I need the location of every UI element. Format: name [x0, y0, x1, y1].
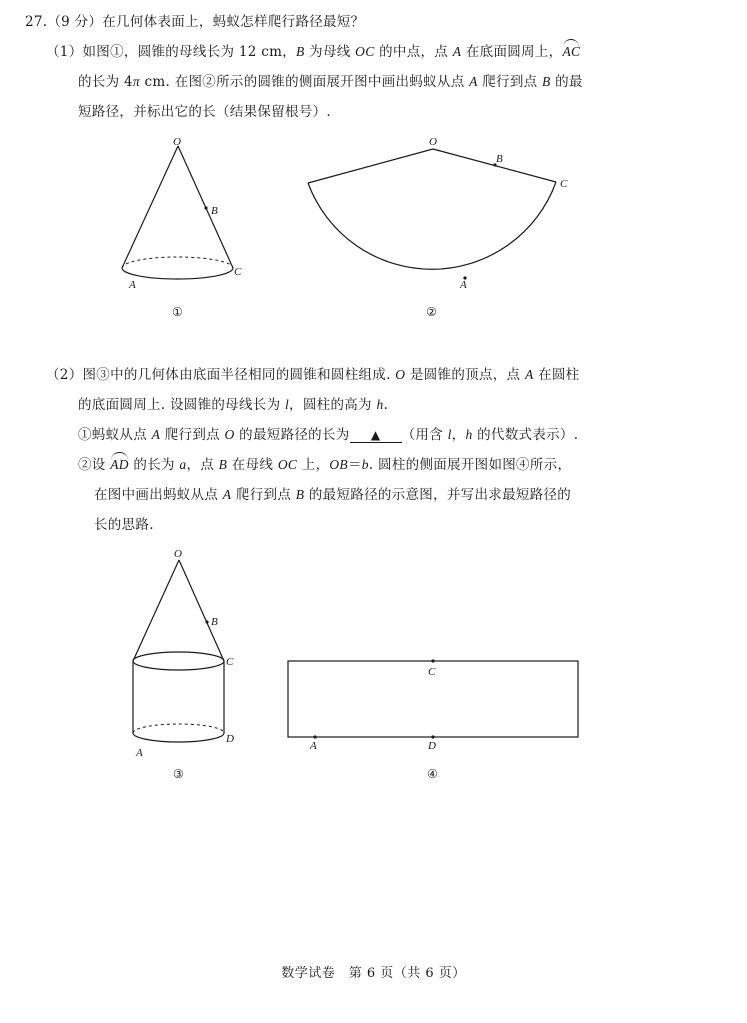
cylinder-top-ellipse — [133, 652, 224, 670]
part2-question2: ②设 AD 的长为 a，点 B 在母线 OC 上，OB＝b. 圆柱的侧面展开图如图④所示， — [78, 457, 572, 473]
part2-line1: （2）图③中的几何体由底面半径相同的圆锥和圆柱组成. O 是圆锥的顶点，点 A 在圆柱 — [46, 367, 580, 383]
point-b-dot — [204, 206, 207, 209]
figure-1-cone — [110, 130, 260, 330]
label-a: A — [310, 740, 317, 752]
figure-3-caption: ③ — [173, 767, 184, 781]
cone-base-back — [122, 257, 233, 268]
part1-line3: 短路径，并标出它的长（结果保留根号）. — [78, 104, 331, 120]
sector-left-radius — [308, 149, 433, 183]
figure-2-sector — [300, 130, 580, 330]
label-d: D — [226, 733, 234, 745]
cylinder-bottom-front — [133, 733, 224, 742]
page-footer: 数学试卷 第 6 页（共 6 页） — [281, 966, 466, 981]
label-c: C — [226, 656, 234, 668]
label-b: B — [211, 616, 218, 628]
figure-4-caption: ④ — [427, 767, 438, 781]
label-b: B — [211, 205, 218, 217]
figure-2-caption: ② — [426, 305, 437, 319]
part1-line1: （1）如图①，圆锥的母线长为 12 cm，B 为母线 OC 的中点，点 A 在底面圆周上，AC — [46, 44, 581, 60]
point-a-dot — [313, 735, 316, 738]
figure-1-caption: ① — [172, 305, 183, 319]
question-header: 27.（9 分）在几何体表面上，蚂蚁怎样爬行路径最短？ — [25, 14, 365, 30]
part1-line2: 的长为 4π cm. 在图②所示的圆锥的侧面展开图中画出蚂蚁从点 A 爬行到点 B 的最 — [78, 74, 583, 90]
label-c: C — [234, 266, 242, 278]
label-b: B — [496, 153, 503, 165]
label-o: O — [174, 548, 182, 560]
label-o: O — [173, 136, 181, 148]
arc-ac: AC — [562, 44, 581, 59]
part2-question2-line2: 在图中画出蚂蚁从点 A 爬行到点 B 的最短路径的示意图，并写出求最短路径的 — [94, 487, 572, 503]
cone-right-slant — [179, 560, 224, 661]
part2-question1: ①蚂蚁从点 A 爬行到点 O 的最短路径的长为 ▲ （用含 l，h 的代数式表示）. — [78, 427, 579, 443]
label-o: O — [429, 136, 437, 148]
label-a: A — [136, 747, 143, 759]
part2-question2-line3: 长的思路. — [94, 517, 154, 533]
arc-ad: AD — [110, 457, 129, 472]
point-b-dot — [205, 620, 208, 623]
figure-3-cone-cylinder — [120, 545, 260, 785]
label-a: A — [129, 279, 136, 291]
cone-base-front — [122, 268, 233, 279]
answer-blank: ▲ — [350, 428, 402, 443]
point-d-dot — [431, 735, 434, 738]
label-c: C — [428, 666, 436, 678]
point-c-dot — [431, 659, 434, 662]
figure-4-rectangle — [280, 650, 590, 785]
cone-left-slant — [133, 560, 179, 661]
part2-line2: 的底面圆周上. 设圆锥的母线长为 l，圆柱的高为 h. — [78, 397, 389, 413]
label-d: D — [428, 740, 436, 752]
sector-arc — [308, 182, 556, 269]
cone-left-slant — [122, 146, 178, 268]
label-c: C — [560, 178, 568, 190]
label-a: A — [460, 279, 467, 291]
cylinder-bottom-back — [133, 724, 224, 733]
